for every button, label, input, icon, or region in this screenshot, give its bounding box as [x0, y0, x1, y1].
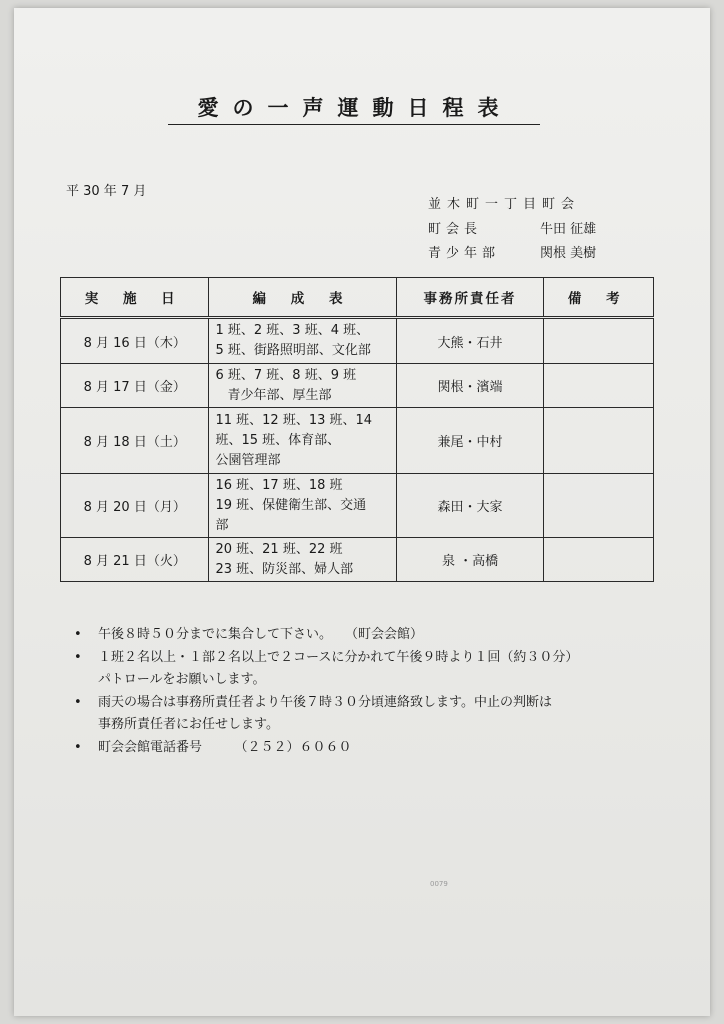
- row-groups: [209, 318, 396, 364]
- bullet: •: [74, 694, 82, 710]
- group-line: 6 班、7 班、8 班、9 班: [215, 367, 357, 383]
- youth-name: 関根 美樹: [540, 246, 597, 261]
- table-row: [61, 364, 654, 408]
- row-leaders: 泉 ・高橋: [396, 538, 544, 582]
- note-line: 午後８時５０分までに集合して下さい。 （町会会館）: [98, 627, 424, 642]
- row-leaders: 森田・大家: [396, 474, 544, 538]
- row-date: 8 月 17 日（金）: [61, 364, 209, 408]
- chair-name: 牛田 征雄: [540, 222, 597, 237]
- note-line: １班２名以上・１部２名以上で２コースに分かれて午後９時より１回（約３０分）: [98, 649, 579, 665]
- notes-list: [74, 624, 578, 759]
- row-date: 8 月 20 日（月）: [61, 474, 209, 538]
- header-leaders: 事務所責任者: [396, 278, 544, 318]
- title-underline: [168, 124, 540, 125]
- row-leaders: 大熊・石井: [396, 318, 544, 364]
- row-date: 8 月 21 日（火）: [61, 538, 209, 582]
- row-notes: [544, 318, 654, 364]
- row-date: 8 月 16 日（木）: [61, 318, 209, 364]
- row-notes: [544, 474, 654, 538]
- table-row: [61, 318, 654, 364]
- row-notes: [544, 408, 654, 474]
- group-line: 1 班、2 班、3 班、4 班、: [215, 323, 370, 338]
- row-notes: [544, 364, 654, 408]
- note-item: [74, 692, 578, 737]
- note-item: [74, 647, 578, 692]
- header-date: 実 施 日: [61, 278, 209, 318]
- table-row: [61, 538, 654, 582]
- table-row: [61, 408, 654, 474]
- row-notes: [544, 538, 654, 582]
- row-leaders: 兼尾・中村: [396, 408, 544, 474]
- header-notes: 備 考: [544, 278, 654, 318]
- chair-role: 町会長: [428, 222, 483, 237]
- bullet: •: [74, 739, 82, 755]
- bullet: •: [74, 627, 82, 642]
- note-line: 町会会館電話番号 （２５２）６０６０: [98, 739, 352, 755]
- group-line: 5 班、街路照明部、文化部: [215, 343, 371, 358]
- row-groups: [209, 408, 396, 474]
- note-line: 事務所責任者にお任せします。: [98, 717, 279, 732]
- org-association: 並木町一丁目町会: [428, 197, 581, 212]
- table-header-row: [61, 278, 654, 318]
- note-line: 雨天の場合は事務所責任者より午後７時３０分頃連絡致します。中止の判断は: [98, 694, 552, 710]
- note-item: [74, 737, 578, 760]
- table-row: [61, 474, 654, 538]
- group-line: 青少年部、厚生部: [227, 387, 332, 403]
- group-line: 部: [215, 517, 229, 533]
- document-title: 愛の一声運動日程表: [197, 96, 513, 120]
- group-line: 20 班、21 班、22 班: [215, 541, 343, 557]
- group-line: 19 班、保健衛生部、交通: [215, 497, 367, 513]
- note-item: [74, 624, 578, 647]
- group-line: 16 班、17 班、18 班: [215, 477, 343, 493]
- note-line: パトロールをお願いします。: [98, 672, 266, 687]
- bullet: •: [74, 649, 82, 665]
- row-groups: [209, 538, 396, 582]
- schedule-table: [60, 277, 654, 582]
- faint-stamp: 0079: [430, 880, 448, 888]
- youth-role: 青少年部: [428, 246, 501, 261]
- row-date: 8 月 18 日（土）: [61, 408, 209, 474]
- row-groups: [209, 364, 396, 408]
- document-date: 平 30 年 7 月: [66, 184, 147, 199]
- group-line: 11 班、12 班、13 班、14: [215, 412, 373, 428]
- org-youth: [428, 242, 596, 261]
- group-line: 公園管理部: [215, 452, 281, 468]
- row-leaders: 関根・濱端: [396, 364, 544, 408]
- org-chair: [428, 218, 596, 237]
- group-line: 23 班、防災部、婦人部: [215, 561, 354, 577]
- group-line: 班、15 班、体育部、: [215, 432, 341, 448]
- row-groups: [209, 474, 396, 538]
- header-groups: 編 成 表: [209, 278, 396, 318]
